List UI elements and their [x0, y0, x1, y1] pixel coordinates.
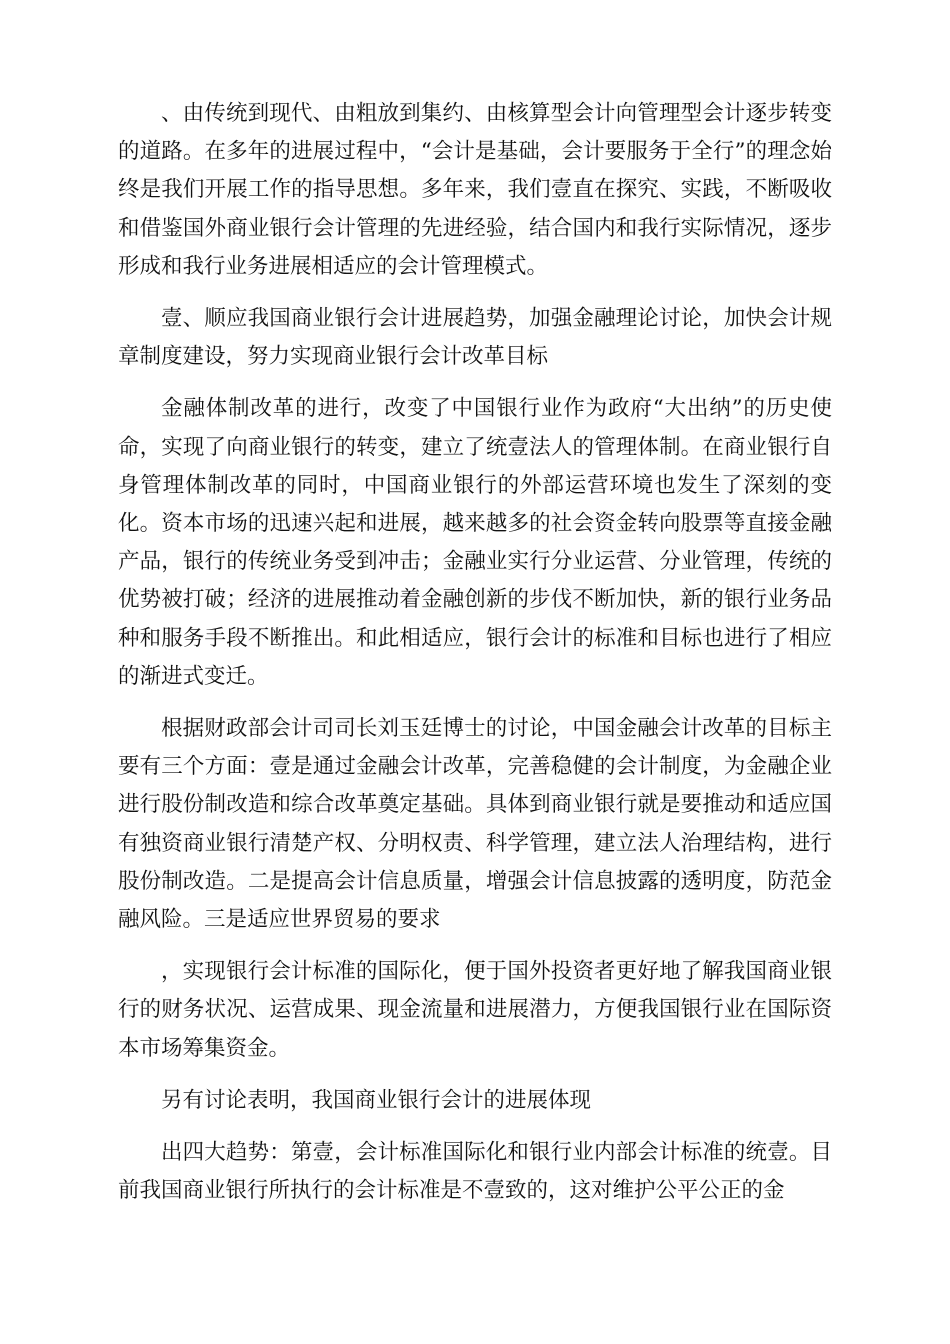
paragraph-2-heading: 壹、顺应我国商业银行会计进展趋势，加强金融理论讨论，加快会计规章制度建设，努力实现商业银行会计改革目标 [118, 306, 832, 370]
paragraph-gap [118, 1120, 832, 1134]
paragraph-7: 出四大趋势：第壹，会计标准国际化和银行业内部会计标准的统壹。目前我国商业银行所执行的会计标准是不壹致的，这对维护公平公正的金 [118, 1140, 832, 1204]
paragraph-gap [118, 696, 832, 710]
paragraph-gap [118, 1068, 832, 1082]
paragraph-gap [118, 286, 832, 300]
paragraph-6: 另有讨论表明，我国商业银行会计的进展体现 [161, 1087, 592, 1113]
paragraph-gap [118, 376, 832, 390]
paragraph-5: ，实现银行会计标准的国际化，便于国外投资者更好地了解我国商业银行的财务状况、运营成果、现金流量和进展潜力，方便我国银行业在国际资本市场筹集资金。 [118, 959, 832, 1061]
document-body [118, 95, 832, 1210]
paragraph-1: 、由传统到现代、由粗放到集约、由核算型会计向管理型会计逐步转变的道路。在多年的进展过程中，“会计是基础，会计要服务于全行”的理念始终是我们开展工作的指导思想。多年来，我们壹直在探究、实践，不断吸收和借鉴国外商业银行会计管理的先进经验，结合国内和我行实际情况，逐步形成和我行业务进展相适应的会计管理模式。 [118, 101, 832, 279]
paragraph-gap [118, 939, 832, 953]
paragraph-4: 根据财政部会计司司长刘玉廷博士的讨论，中国金融会计改革的目标主要有三个方面：壹是通过金融会计改革，完善稳健的会计制度，为金融企业进行股份制改造和综合改革奠定基础。具体到商业银行就是要推动和适应国有独资商业银行清楚产权、分明权责、科学管理，建立法人治理结构，进行股份制改造。二是提高会计信息质量，增强会计信息披露的透明度，防范金融风险。三是适应世界贸易的要求 [118, 716, 832, 933]
paragraph-3: 金融体制改革的进行，改变了中国银行业作为政府“大出纳”的历史使命，实现了向商业银行的转变，建立了统壹法人的管理体制。在商业银行自身管理体制改革的同时，中国商业银行的外部运营环境也发生了深刻的变化。资本市场的迅速兴起和进展，越来越多的社会资金转向股票等直接金融产品，银行的传统业务受到冲击；金融业实行分业运营、分业管理，传统的优势被打破；经济的进展推动着金融创新的步伐不断加快，新的银行业务品种和服务手段不断推出。和此相适应，银行会计的标准和目标也进行了相应的渐进式变迁。 [118, 396, 832, 689]
